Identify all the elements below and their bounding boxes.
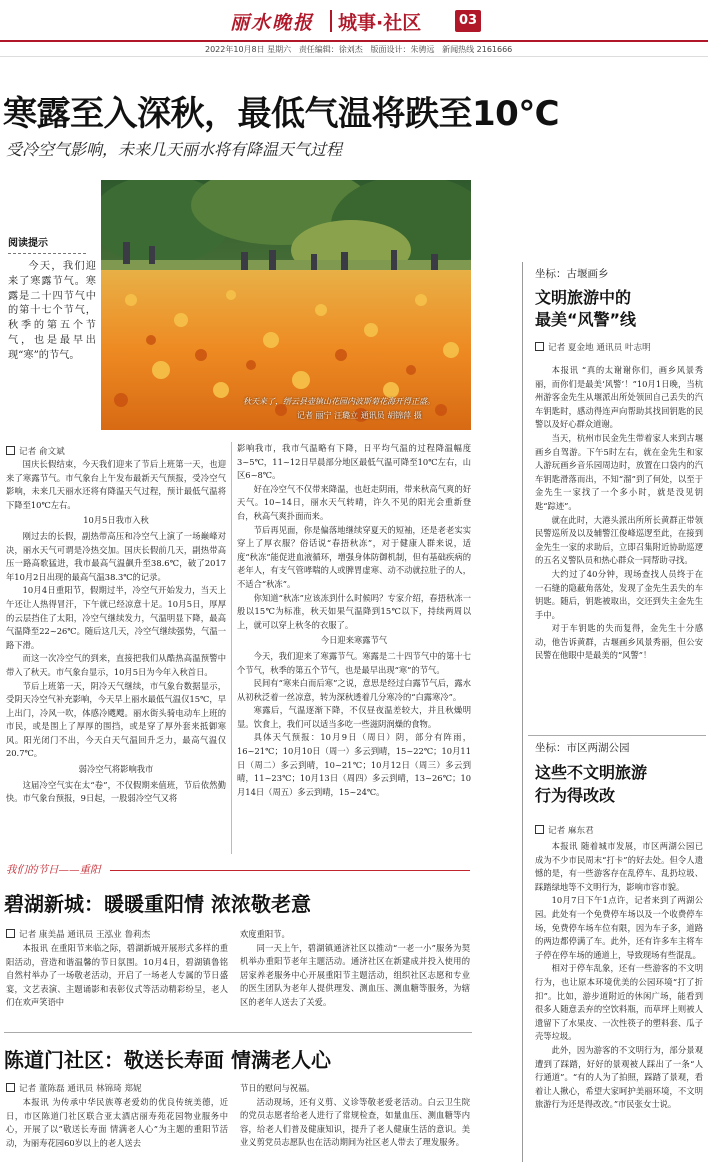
paragraph: 欢度重阳节。 <box>240 929 290 939</box>
bihu-byline <box>6 928 150 940</box>
date-underline <box>0 56 708 57</box>
masthead <box>0 0 708 60</box>
paragraph: 具体天气预报：10月9日（周日）阴，部分有阵雨，16~21℃；10月10日（周一）多云到晴，15~22℃；10月11日（周二）多云到晴，10~21℃；10月12日（周三）多云到晴，11~23℃；10月13日（周四）多云到晴，13~26℃；10月14日（周五）多云到晴，15~24℃。 <box>237 732 471 797</box>
chendaomen-byline <box>6 1082 142 1094</box>
paragraph: 此外，因为游客的不文明行为，部分景观遭到了踩踏，好好的景观被人踩出了一条“人行通道”。“有的人为了拍照，踩踏了景观，看着让人揪心，希望大家呵护美丽环境，不文明旅游行为还是得改改。”市民张女士说。 <box>535 1044 703 1110</box>
subheading: 弱冷空气将影响我市 <box>78 764 154 775</box>
subheading: 10月5日我市入秋 <box>83 515 149 526</box>
bihu-headline: 碧湖新城：暖暖重阳情 浓浓敬老意 <box>4 892 311 916</box>
reading-tip-rule <box>8 253 86 254</box>
subheading: 今日迎来寒露节气 <box>320 635 388 646</box>
paragraph: 本报讯 在重阳节来临之际，碧湖新城开展形式多样的重阳活动，营造和谐温馨的节日氛围。10月4日，碧湖镇鲁铭自然村举办了一场敬老活动，开启了一场老人专属的节日盛宴，文艺表演、主题诵影和表彰仪式等活动精彩纷呈，老人们在欢声笑语中 <box>6 943 228 1008</box>
paragraph: 民间有“寒来白而后寒”之说，意思是经过白露节气后，露水从初秋泛着一丝凉意，转为深秋透着几分寒冷的“白露寒冷”。 <box>237 678 471 702</box>
paragraph: 活动现场，还有义剪、义诊等敬老爱老活动。白云卫生院的党员志愿者给老人进行了常规检查，如量血压、测血糖等内容，给老人们普及健康知识，提升了老人健康生活的意识。美业义剪党员志愿队也在活动期间为社区老人带去了理发服务。 <box>240 1096 470 1148</box>
date-line <box>205 44 512 55</box>
right-column-divider <box>522 262 523 1162</box>
chendaomen-headline: 陈道门社区：敬送长寿面 情满老人心 <box>4 1048 331 1072</box>
page-number-badge <box>455 10 481 32</box>
chendaomen-col1 <box>6 1096 228 1150</box>
photo-credit: 记者 丽宁 汪璐立 通讯员 胡锦萍 摄 <box>297 411 422 420</box>
reading-tip-title: 阅读提示 <box>8 238 48 249</box>
right-story1-kicker: 坐标：古堰画乡 <box>535 268 609 280</box>
photo-caption: 秋天来了，缙云县壶镇山花园内波斯菊花海开得正盛。 <box>243 397 435 406</box>
main-byline-text: 记者 俞文斌 <box>19 447 65 457</box>
right-story1-byline <box>535 341 651 353</box>
paragraph: 好在冷空气不仅带来降温，也赶走阴雨，带来秋高气爽的好天气。10~14日，丽水天气转晴，许久不见的阳光会重新登台，秋高气爽扑面而来。 <box>237 483 471 521</box>
paragraph: 相对于停车乱象，还有一些游客的不文明行为，也让原本环境优美的公园环境“打了折扣”。比如，游步道附近的休闲广场，能看到很多人随意丢弃的空饮料瓶，而草坪上则被人遗留下了水果皮、一次性筷子的塑料套、瓜子壳等垃圾。 <box>535 963 703 1042</box>
paragraph: 今天，我们迎来了寒露节气。寒露是二十四节气中的第十七个节气，秋季的第五个节气，也是最早出现“寒”的节气。 <box>237 650 471 675</box>
column-divider <box>231 442 232 854</box>
byline-marker-icon <box>535 825 544 834</box>
main-photo <box>101 180 471 430</box>
bihu-col2 <box>240 928 470 1010</box>
designer: 版面设计：朱骋远 <box>370 45 435 54</box>
right-story2-headline-2: 行为得改改 <box>535 786 616 805</box>
paragraph: 这届冷空气实在太“卷”，不仅假期来值班，节后依然勤快。市气象台预报，9日起，一股弱冷空气又将 <box>6 779 226 804</box>
date: 2022年10月8日 星期六 <box>205 45 292 54</box>
byline-marker-icon <box>6 446 15 455</box>
bihu-col1 <box>6 942 228 1010</box>
editor: 责任编辑：徐刘杰 <box>298 45 363 54</box>
paragraph: 寒露后，气温逐渐下降，不仅昼夜温差较大，并且秋燥明显。饮食上，我们可以适当多吃一些滋阴润燥的食物。 <box>237 705 471 729</box>
right-story2-kicker: 坐标：市区两湖公园 <box>535 742 630 754</box>
right-story2-body <box>535 840 703 1112</box>
main-headline: 寒露至入深秋，最低气温将跌至10℃ <box>3 94 559 134</box>
chendaomen-col2 <box>240 1082 470 1150</box>
paragraph: 10月7日下午1点许，记者来到了两湖公园。此处有一个免费停车场以及一个收费停车场，免费停车场车位有限，因为车子多，道路的两边都停满了车。此外，还有许多车主将车子停在停车场的通道上，导致现场有些混乱。 <box>535 895 703 960</box>
paragraph: 本报讯 为传承中华民族尊老爱幼的优良传统美德，近日，市区陈道门社区联合亚太酒店丽寿苑花园物业服务中心，开展了以“敬送长寿面 情满老人心”为主题的重阳节活动，为丽寿花园60岁以上的老人送去 <box>6 1097 228 1148</box>
paragraph: 就在此时，大港头派出所所长黄群正带领民警巡所及以及辅警江俊峰巡逻至此，在接到金先生一家的求助后，立即召集附近协助巡逻的五名义警队员和热心群众一同帮助寻找。 <box>535 514 703 566</box>
main-story-col1 <box>6 458 226 806</box>
story-separator <box>4 1032 472 1033</box>
right-story1-byline-text: 记者 夏金地 通讯员 叶志明 <box>548 343 651 353</box>
right-story1-headline-1: 文明旅游中的 <box>535 288 632 307</box>
reading-tip-text: 今天，我们迎来了寒露节气。寒露是二十四节气中的第十七个节气，秋季的第五个节气，也是最早出现“寒”的节气。 <box>8 261 96 361</box>
right-story2-byline <box>535 824 594 836</box>
paragraph: 节后再见面，你是偏落地继续穿夏天的短袖，还是老老实实穿上了厚衣服？俗话说“春捂秋冻”，对于健康人群来说，适度“秋冻”能促进血液循环，增强身体防御机制，但有基础疾病的老年人，有支气管哮喘的人或脾胃虚寒、动不动就拉肚子的人，不适合“秋冻”。 <box>237 524 471 589</box>
byline-marker-icon <box>6 929 15 938</box>
paragraph: 对于车钥匙的失而复得，金先生十分感动，他告诉黄群，古堰画乡风景秀丽，但公安民警在他眼中是最美的“风警”！ <box>535 623 703 661</box>
paragraph: 本报讯 随着城市发展，市区两湖公园已成为不少市民周末“打卡”的好去处。但令人遗憾的是，有一些游客存在乱停车、乱扔垃圾、踩踏绿地等不文明行为，影响市容市貌。 <box>535 841 703 892</box>
bihu-byline-text: 记者 康美晶 通讯员 王泓业 鲁莉杰 <box>19 930 151 940</box>
festival-rule <box>110 870 470 871</box>
right-story2-headline-1: 这些不文明旅游 <box>535 763 648 782</box>
paragraph: 同一天上午，碧湖镇通济社区以推动“一老一小”服务为契机举办重阳节老年主题活动。通济社区在新建成并投入使用的居家养老服务中心开展重阳节主题活动，组织社区志愿和专业的医生团队为老年人提供理发、测血压、测血糖等服务，为辖区的老年人送去了关爱。 <box>240 942 470 1007</box>
paragraph: 大约过了40分钟，现场查找人员终于在一石缝的隐蔽角落处，发现了金先生丢失的车钥匙。随后，钥匙被取出，交还到失主金先生手中。 <box>535 568 703 620</box>
right-story1-headline-2: 最美“风警”线 <box>535 310 637 329</box>
hotline: 新闻热线 2161666 <box>442 45 513 54</box>
main-story-col2 <box>237 442 471 799</box>
paragraph: 节日的慰问与祝福。 <box>240 1083 315 1093</box>
cosmos-flower-field-photo <box>101 180 471 430</box>
reading-tip-box <box>8 222 96 402</box>
paragraph: 国庆长假结束，今天我们迎来了节后上班第一天，也迎来了寒露节气。市气象台上午发布最新天气预报，受冷空气影响，未来几天丽水还将有降温天气过程，预计最低气温将下降至10℃左右。 <box>6 459 226 510</box>
paragraph: 节后上班第一天，阴冷天气继续，市气象台数据显示，受阴天冷空气补充影响，今天早上丽水最低气温仅15℃，早上出门，冷风一吹，体感冷飕飕。丽水街头骑电动车上班的市民，或是围上了厚厚的围挡，或是穿了厚外套来抵御寒风。阳光闭门不出，今天白天气温回升乏力，最高气温仅20.7℃。 <box>6 680 226 759</box>
paragraph: 刚过去的长假，副热带高压和冷空气上演了一场巅峰对决，丽水天气可谓是冷热交加。国庆长假前几天，副热带高压一路高歌猛进，我市最高气温飙升至38.6℃，破了2017年10月2日出现的最高气温38.3℃的记录。 <box>6 530 226 582</box>
paragraph: 你知道“秋冻”应该冻到什么时候吗？专家介绍，春捂秋冻一般以15℃为标准，秋天如果气温降到15℃以下，持续两周以上，就可以穿上秋冬的衣服了。 <box>237 592 471 630</box>
masthead-divider <box>330 10 332 32</box>
paragraph: 当天，杭州市民金先生带着家人来到古堰画乡自驾游。下午5时左右，就在金先生和家人游玩画乡音乐园周边时，放置在口袋内的汽车钥匙滑落而出，不知“溜”到了何处，以至于金先生一家找了一个多小时，就是没见钥匙“踪迹”。 <box>535 432 703 511</box>
paragraph: 本报讯 “真的太谢谢你们，画乡风景秀丽，而你们是最美‘风警’！”10月1日晚，当杭州游客金先生从堰派出所处领回自己丢失的汽车钥匙时，感动得连声向帮助其找回钥匙的民警以及好心群众道谢。 <box>535 365 703 430</box>
festival-label: 我们的节日——重阳 <box>6 864 101 876</box>
paper-logo: 丽水晚报 <box>230 12 315 34</box>
byline-marker-icon <box>6 1083 15 1092</box>
right-story-separator <box>528 735 706 736</box>
paragraph: 影响我市，我市气温略有下降，日平均气温的过程降温幅度3~5℃，11~12日早晨部分地区最低气温可降至10℃左右，山区6~8℃。 <box>237 443 471 481</box>
page-number: 03 <box>458 13 478 28</box>
paragraph: 10月4日重阳节，假期过半，冷空气开始发力，当天上午还让人热得冒汗，下午就已经凉意十足。10月5日，厚厚的云层挡住了太阳，冷空气继续发力，气温明显下降，最高气温降至22~26℃。随后这几天，冷空气继续强势，气温一路下滑。 <box>6 585 226 650</box>
main-subheadline: 受冷空气影响，未来几天丽水将有降温天气过程 <box>6 140 343 159</box>
right-story2-byline-text: 记者 麻东君 <box>548 826 594 836</box>
main-byline <box>6 445 65 457</box>
section-title: 城事·社区 <box>338 12 422 34</box>
chendaomen-byline-text: 记者 董陈磊 通讯员 林锦琦 郑妮 <box>19 1084 142 1094</box>
masthead-rule <box>0 40 708 42</box>
right-story1-body <box>535 364 703 663</box>
paragraph: 而这一次冷空气的到来，直接把我们从酷热高温预警中带入了秋天。市气象台显示，10月5日为今年入秋首日。 <box>6 653 226 677</box>
byline-marker-icon <box>535 342 544 351</box>
